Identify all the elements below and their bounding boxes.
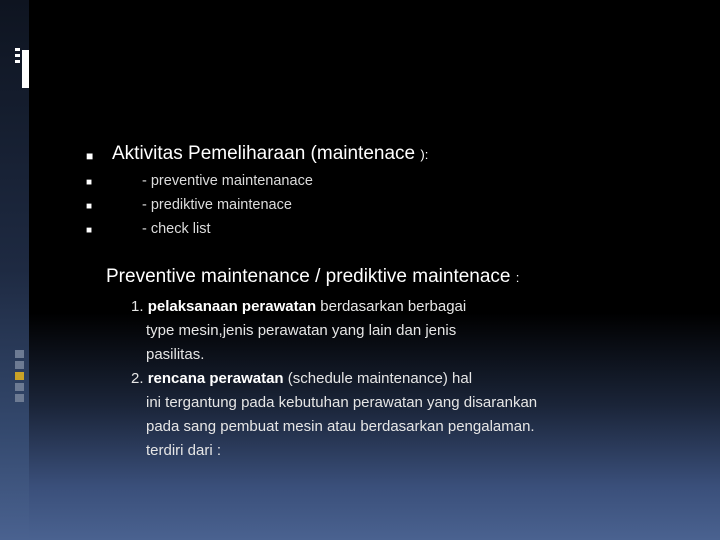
item2-line3: pada sang pembuat mesin atau berdasarkan pengalaman. — [146, 418, 535, 435]
bullet-square-icon: ■ — [86, 177, 93, 188]
heading-aktivitas-suffix: ): — [420, 147, 429, 162]
item2-rest: (schedule maintenance) hal — [283, 370, 473, 387]
item1-rest: berdasarkan berbagai — [316, 298, 467, 315]
heading-aktivitas — [112, 143, 428, 165]
list-item: - prediktive maintenace — [142, 197, 292, 213]
item1-bold: pelaksanaan perawatan — [147, 298, 317, 315]
item2-line1 — [131, 370, 472, 387]
item1-line2: type mesin,jenis perawatan yang lain dan jenis — [146, 322, 457, 339]
decorative-block — [15, 383, 24, 391]
decorative-white-strip — [22, 50, 29, 88]
heading-preventive — [106, 266, 519, 288]
decorative-block-accent — [15, 372, 24, 380]
bullet-square-icon: ■ — [86, 201, 93, 212]
decorative-block — [15, 350, 24, 358]
item1-line3: pasilitas. — [146, 346, 205, 363]
item2-bold: rencana perawatan — [147, 370, 284, 387]
item1-line1 — [131, 298, 466, 315]
decorative-block — [15, 394, 24, 402]
heading-preventive-suffix: : — [515, 270, 520, 285]
decorative-block-stack — [15, 350, 24, 405]
bullet-square-icon: ■ — [86, 225, 93, 236]
heading-preventive-text: Preventive maintenance / prediktive maintenace — [106, 266, 516, 287]
item1-number: 1. — [131, 298, 148, 315]
item2-line2: ini tergantung pada kebutuhan perawatan yang disarankan — [146, 394, 538, 411]
decorative-block — [15, 361, 24, 369]
item2-number: 2. — [131, 370, 148, 387]
heading-aktivitas-text: Aktivitas Pemeliharaan (maintenace — [112, 143, 421, 164]
list-item: - check list — [142, 221, 211, 237]
decorative-side-band — [0, 0, 29, 540]
item2-line4: terdiri dari : — [146, 442, 222, 459]
bullet-square-icon: ■ — [86, 149, 94, 163]
decorative-marks — [15, 48, 20, 66]
list-item: - preventive maintenanace — [142, 173, 313, 189]
